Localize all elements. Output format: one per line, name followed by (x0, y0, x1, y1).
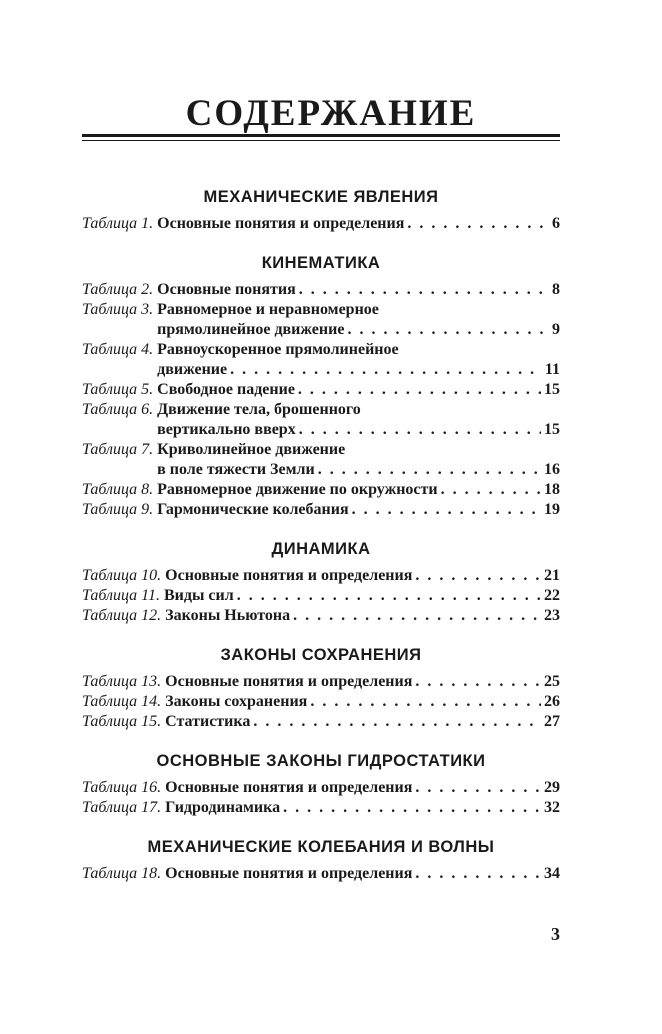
entry-body (153, 400, 560, 440)
dot-leader (237, 586, 541, 606)
entry-line (165, 864, 560, 884)
toc-section (82, 252, 560, 520)
dot-leader (310, 692, 541, 712)
entry-title: Основные понятия и определения (165, 779, 413, 796)
entry-page-number: 25 (544, 673, 560, 690)
entry-title: Законы сохранения (165, 693, 308, 710)
table-of-contents (82, 186, 560, 902)
entry-page-number: 8 (552, 281, 560, 298)
dot-leader (407, 214, 549, 234)
entry-title: Основные понятия и определения (165, 673, 413, 690)
entry-page-number: 34 (544, 865, 560, 882)
entry-title: Свободное падение (157, 381, 295, 398)
entry-line (165, 566, 560, 586)
entry-page-number: 11 (544, 361, 560, 378)
entry-label: Таблица 4. (82, 341, 154, 358)
entry-title: Равномерное и неравномерное (157, 301, 379, 318)
toc-entry[interactable] (82, 692, 560, 712)
entry-page-number: 21 (544, 567, 560, 584)
entry-line (157, 320, 560, 340)
toc-section (82, 644, 560, 732)
dot-leader (441, 480, 541, 500)
entry-title: в поле тяжести Земли (157, 461, 315, 478)
entry-page-number: 27 (544, 713, 560, 730)
entry-line (165, 606, 560, 626)
dot-leader (253, 712, 541, 732)
entry-line (157, 460, 560, 480)
entry-title: Равноускоренное прямолинейное (157, 341, 399, 358)
entry-page-number: 29 (544, 779, 560, 796)
toc-entry[interactable] (82, 672, 560, 692)
entry-page-number: 15 (544, 421, 560, 438)
dot-leader (293, 606, 541, 626)
entry-line (157, 380, 560, 400)
entry-line (157, 300, 560, 320)
entry-line (157, 280, 560, 300)
entry-title: Основные понятия (157, 281, 296, 298)
toc-entry[interactable] (82, 778, 560, 798)
entry-title: Криволинейное движение (157, 441, 346, 458)
entry-label: Таблица 12. (82, 607, 162, 624)
entry-line (165, 692, 560, 712)
entry-label: Таблица 2. (82, 281, 154, 298)
section-title: МЕХАНИЧЕСКИЕ КОЛЕБАНИЯ И ВОЛНЫ (147, 838, 495, 856)
toc-section (82, 538, 560, 626)
title-divider-thin (82, 140, 560, 141)
dot-leader (415, 864, 541, 884)
dot-leader (299, 420, 541, 440)
entry-body (160, 586, 560, 606)
entry-label: Таблица 11. (82, 587, 160, 604)
title-divider-thick (82, 134, 560, 137)
entry-title: Гармонические колебания (157, 501, 349, 518)
dot-leader (318, 460, 541, 480)
entry-body (161, 712, 560, 732)
entry-label: Таблица 13. (82, 673, 162, 690)
toc-entry[interactable] (82, 500, 560, 520)
toc-entry[interactable] (82, 606, 560, 626)
entry-label: Таблица 7. (82, 441, 154, 458)
entry-line (157, 500, 560, 520)
entry-label: Таблица 6. (82, 401, 154, 418)
dot-leader (415, 566, 541, 586)
page-title: СОДЕРЖАНИЕ (185, 93, 477, 134)
entry-body (161, 864, 560, 884)
entry-label: Таблица 14. (82, 693, 162, 710)
entry-page-number: 22 (544, 587, 560, 604)
dot-leader (298, 380, 541, 400)
entry-page-number: 23 (544, 607, 560, 624)
entry-body (161, 566, 560, 586)
entry-line (165, 672, 560, 692)
entry-line (157, 440, 560, 460)
entry-title: Статистика (165, 713, 251, 730)
entry-label: Таблица 16. (82, 779, 162, 796)
entry-label: Таблица 8. (82, 481, 154, 498)
entry-line (165, 712, 560, 732)
entry-body (153, 380, 560, 400)
entry-body (153, 300, 560, 340)
toc-entry[interactable] (82, 864, 560, 884)
toc-entry[interactable] (82, 480, 560, 500)
entry-body (161, 672, 560, 692)
entry-line (157, 214, 560, 234)
entry-line (165, 778, 560, 798)
entry-title: Виды сил (163, 587, 234, 604)
entry-body (161, 606, 560, 626)
entry-page-number: 26 (544, 693, 560, 710)
entry-title: Равномерное движение по окружности (157, 481, 438, 498)
toc-entry[interactable] (82, 798, 560, 818)
entry-label: Таблица 18. (82, 865, 162, 882)
section-title: КИНЕМАТИКА (261, 254, 381, 272)
entry-title: Основные понятия и определения (165, 567, 413, 584)
entry-title: Основные понятия и определения (157, 215, 405, 232)
entry-label: Таблица 15. (82, 713, 162, 730)
entry-line (157, 340, 560, 360)
toc-entry[interactable] (82, 300, 560, 340)
toc-entry[interactable] (82, 566, 560, 586)
entry-line (157, 360, 560, 380)
toc-entry[interactable] (82, 440, 560, 480)
entry-body (153, 480, 560, 500)
entry-title: Движение тела, брошенного (157, 401, 361, 418)
toc-entry[interactable] (82, 214, 560, 234)
entry-title: движение (157, 361, 228, 378)
entry-line (157, 480, 560, 500)
entry-body (161, 798, 560, 818)
entry-title: Основные понятия и определения (165, 865, 413, 882)
page-number: 3 (551, 924, 560, 944)
entry-body (153, 340, 560, 380)
entry-body (153, 214, 560, 234)
dot-leader (299, 280, 549, 300)
entry-page-number: 9 (552, 321, 560, 338)
entry-body (153, 440, 560, 480)
dot-leader (415, 778, 541, 798)
entry-page-number: 16 (544, 461, 560, 478)
entry-label: Таблица 1. (82, 215, 154, 232)
entry-body (153, 280, 560, 300)
toc-entry[interactable] (82, 586, 560, 606)
dot-leader (283, 798, 541, 818)
entry-page-number: 6 (552, 215, 560, 232)
entry-body (161, 692, 560, 712)
entry-body (153, 500, 560, 520)
entry-title: вертикально вверх (157, 421, 296, 438)
entry-line (165, 798, 560, 818)
entry-line (157, 400, 560, 420)
dot-leader (347, 320, 549, 340)
entry-title: Гидродинамика (165, 799, 281, 816)
entry-label: Таблица 9. (82, 501, 154, 518)
toc-entry[interactable] (82, 340, 560, 380)
entry-body (161, 778, 560, 798)
entry-line (164, 586, 560, 606)
toc-entry[interactable] (82, 712, 560, 732)
toc-entry[interactable] (82, 380, 560, 400)
entry-label: Таблица 3. (82, 301, 154, 318)
section-title: ДИНАМИКА (271, 540, 371, 558)
toc-entry[interactable] (82, 400, 560, 440)
toc-entry[interactable] (82, 280, 560, 300)
entry-page-number: 15 (544, 381, 560, 398)
entry-label: Таблица 10. (82, 567, 162, 584)
toc-section (82, 750, 560, 818)
toc-section (82, 186, 560, 234)
dot-leader (352, 500, 541, 520)
dot-leader (230, 360, 542, 380)
toc-section (82, 836, 560, 884)
section-title: ЗАКОНЫ СОХРАНЕНИЯ (220, 646, 422, 664)
entry-title: Законы Ньютона (165, 607, 291, 624)
entry-label: Таблица 5. (82, 381, 154, 398)
section-title: ОСНОВНЫЕ ЗАКОНЫ ГИДРОСТАТИКИ (156, 752, 486, 770)
entry-label: Таблица 17. (82, 799, 162, 816)
entry-page-number: 32 (544, 799, 560, 816)
dot-leader (415, 672, 541, 692)
section-title: МЕХАНИЧЕСКИЕ ЯВЛЕНИЯ (203, 188, 439, 206)
entry-line (157, 420, 560, 440)
entry-page-number: 19 (544, 501, 560, 518)
entry-title: прямолинейное движение (157, 321, 345, 338)
entry-page-number: 18 (544, 481, 560, 498)
